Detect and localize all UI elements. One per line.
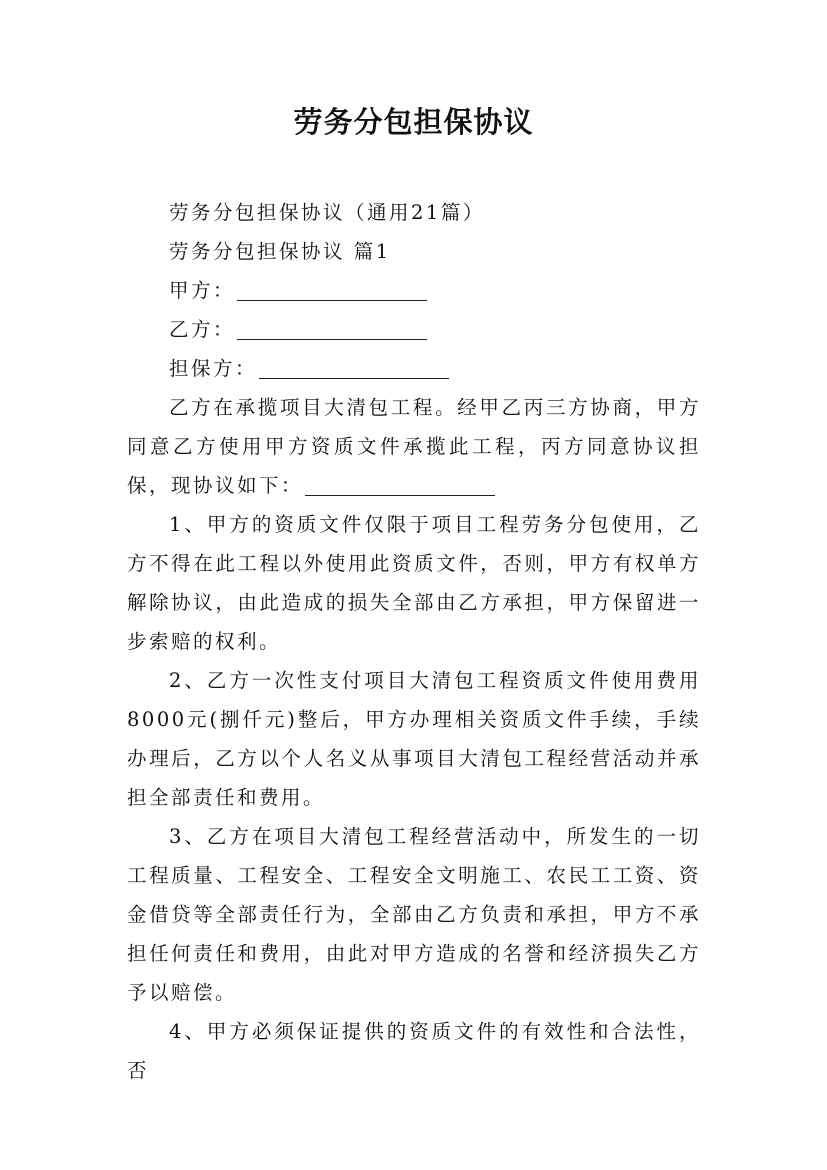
clause-3: 3、乙方在项目大清包工程经营活动中，所发生的一切工程质量、工程安全、工程安全文明施工、农民工工资、资金借贷等全部责任行为，全部由乙方负责和承担，甲方不承担任何责任和费用，由此对甲方造成的名誉和经济损失乙方予以赔偿。	[127, 825, 701, 1004]
document-title: 劳务分包担保协议	[293, 105, 534, 139]
clause-4: 4、甲方必须保证提供的资质文件的有效性和合法性，否	[127, 1020, 701, 1082]
clause-1: 1、甲方的资质文件仅限于项目工程劳务分包使用，乙方不得在此工程以外使用此资质文件，否则，甲方有权单方解除协议，由此造成的损失全部由乙方承担，甲方保留进一步索赔的权利。	[127, 513, 701, 653]
party-b-line	[127, 310, 701, 349]
guarantor-line	[127, 349, 701, 388]
intro-blank	[305, 475, 495, 496]
section-heading: 劳务分包担保协议 篇1	[169, 240, 391, 263]
party-a-label: 甲方：	[169, 279, 236, 302]
guarantor-label: 担保方：	[169, 357, 258, 380]
clause-2: 2、乙方一次性支付项目大清包工程资质文件使用费用8000元(捌仟元)整后，甲方办理相关资质文件手续，手续办理后，乙方以个人名义从事项目大清包工程经营活动并承担全部责任和费用。	[127, 669, 701, 809]
guarantor-blank	[259, 358, 449, 379]
party-a-blank	[237, 280, 427, 301]
party-b-blank	[237, 319, 427, 340]
party-b-label: 乙方：	[169, 318, 236, 341]
intro-text: 乙方在承揽项目大清包工程。经甲乙丙三方协商，甲方同意乙方使用甲方资质文件承揽此工程，丙方同意协议担保，现协议如下：	[127, 396, 701, 497]
document-subtitle: 劳务分包担保协议（通用21篇）	[169, 201, 485, 224]
party-a-line	[127, 271, 701, 310]
intro-paragraph	[127, 388, 701, 505]
document-body	[127, 193, 701, 1090]
